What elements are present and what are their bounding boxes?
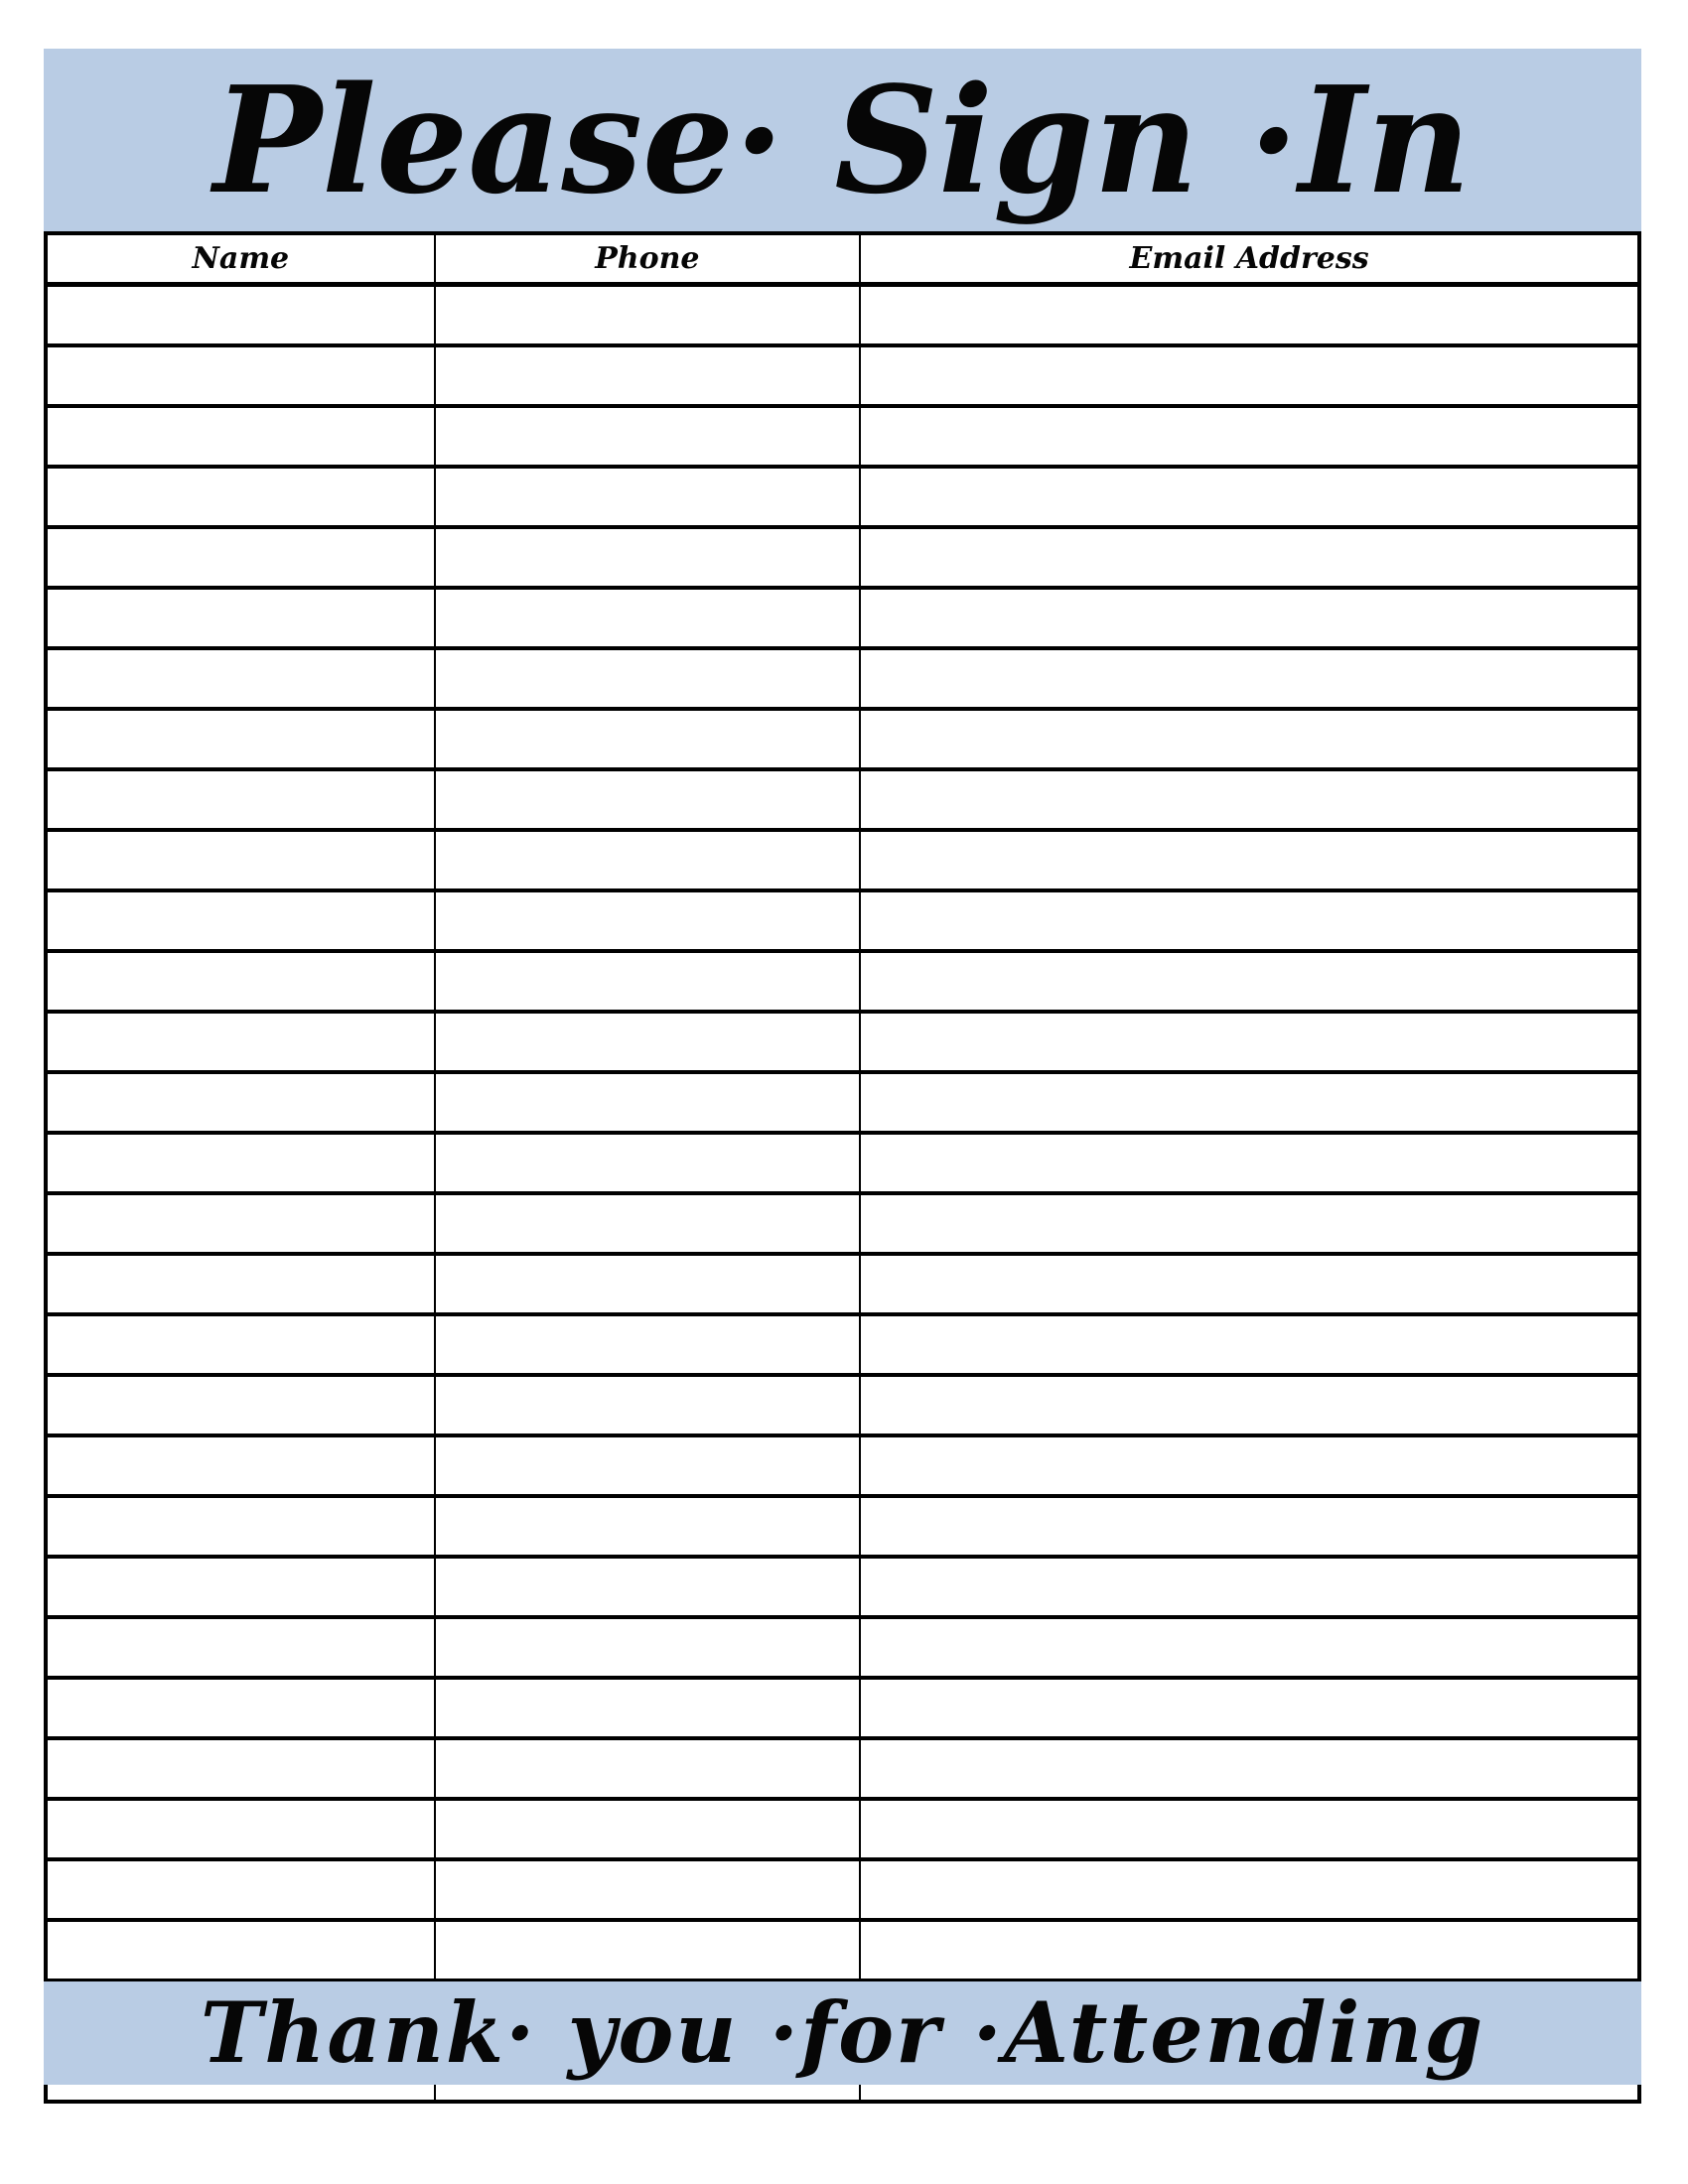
signin-cell-name[interactable] — [46, 1557, 435, 1617]
signin-cell-phone[interactable] — [435, 890, 861, 951]
signin-cell-phone[interactable] — [435, 1435, 861, 1496]
signin-cell-name[interactable] — [46, 1920, 435, 1980]
signin-cell-name[interactable] — [46, 588, 435, 648]
column-header-email: Email Address — [860, 233, 1639, 285]
signin-row — [46, 648, 1639, 709]
sign-in-table — [44, 231, 1641, 2104]
signin-cell-email[interactable] — [860, 1072, 1639, 1133]
column-header-name: Name — [46, 233, 435, 285]
signin-row — [46, 890, 1639, 951]
signin-cell-email[interactable] — [860, 890, 1639, 951]
signin-cell-name[interactable] — [46, 648, 435, 709]
signin-cell-email[interactable] — [860, 406, 1639, 467]
signin-cell-email[interactable] — [860, 1133, 1639, 1193]
signin-row — [46, 1617, 1639, 1678]
signin-row — [46, 1375, 1639, 1435]
signin-cell-phone[interactable] — [435, 1072, 861, 1133]
signin-cell-email[interactable] — [860, 1435, 1639, 1496]
signin-cell-phone[interactable] — [435, 1799, 861, 1859]
table-body — [46, 285, 1639, 2103]
signin-row — [46, 1133, 1639, 1193]
footer-banner — [44, 1981, 1641, 2085]
signin-cell-email[interactable] — [860, 1314, 1639, 1375]
signin-row — [46, 1072, 1639, 1133]
signin-row — [46, 345, 1639, 406]
header-banner — [44, 49, 1641, 231]
signin-cell-name[interactable] — [46, 1072, 435, 1133]
signin-cell-name[interactable] — [46, 951, 435, 1012]
signin-cell-phone[interactable] — [435, 830, 861, 890]
signin-cell-email[interactable] — [860, 467, 1639, 527]
signin-cell-phone[interactable] — [435, 1193, 861, 1254]
signin-cell-name[interactable] — [46, 1012, 435, 1072]
signin-row — [46, 709, 1639, 769]
signin-cell-email[interactable] — [860, 709, 1639, 769]
signin-cell-phone[interactable] — [435, 1314, 861, 1375]
signin-row — [46, 285, 1639, 346]
signin-cell-name[interactable] — [46, 1435, 435, 1496]
signin-cell-email[interactable] — [860, 285, 1639, 346]
signin-cell-phone[interactable] — [435, 1678, 861, 1738]
signin-cell-email[interactable] — [860, 1617, 1639, 1678]
signin-cell-name[interactable] — [46, 769, 435, 830]
signin-row — [46, 1557, 1639, 1617]
signin-cell-email[interactable] — [860, 951, 1639, 1012]
page-title: Please· Sign ·In — [213, 54, 1472, 226]
signin-cell-phone[interactable] — [435, 1557, 861, 1617]
signin-row — [46, 1799, 1639, 1859]
signin-cell-phone[interactable] — [435, 1012, 861, 1072]
table-header — [46, 233, 1639, 285]
signin-cell-name[interactable] — [46, 1738, 435, 1799]
signin-cell-email[interactable] — [860, 1375, 1639, 1435]
signin-row — [46, 1314, 1639, 1375]
column-header-phone: Phone — [435, 233, 861, 285]
signin-cell-name[interactable] — [46, 1133, 435, 1193]
signin-cell-email[interactable] — [860, 830, 1639, 890]
signin-cell-phone[interactable] — [435, 588, 861, 648]
signin-cell-name[interactable] — [46, 285, 435, 346]
signin-cell-phone[interactable] — [435, 467, 861, 527]
signin-cell-email[interactable] — [860, 1012, 1639, 1072]
signin-cell-email[interactable] — [860, 345, 1639, 406]
signin-row — [46, 1496, 1639, 1557]
signin-cell-name[interactable] — [46, 830, 435, 890]
signin-cell-phone[interactable] — [435, 951, 861, 1012]
signin-cell-email[interactable] — [860, 1738, 1639, 1799]
signin-cell-phone[interactable] — [435, 1617, 861, 1678]
signin-cell-name[interactable] — [46, 527, 435, 588]
signin-row — [46, 1920, 1639, 1980]
signin-cell-phone[interactable] — [435, 1496, 861, 1557]
signin-row — [46, 769, 1639, 830]
signin-cell-email[interactable] — [860, 1678, 1639, 1738]
signin-cell-name[interactable] — [46, 709, 435, 769]
signin-row — [46, 467, 1639, 527]
signin-cell-name[interactable] — [46, 345, 435, 406]
signin-cell-name[interactable] — [46, 890, 435, 951]
signin-cell-phone[interactable] — [435, 648, 861, 709]
signin-cell-phone[interactable] — [435, 406, 861, 467]
signin-cell-name[interactable] — [46, 1314, 435, 1375]
signin-cell-phone[interactable] — [435, 1859, 861, 1920]
signin-cell-phone[interactable] — [435, 345, 861, 406]
signin-row — [46, 527, 1639, 588]
signin-cell-phone[interactable] — [435, 1920, 861, 1980]
signin-cell-phone[interactable] — [435, 285, 861, 346]
signin-row — [46, 1859, 1639, 1920]
signin-cell-name[interactable] — [46, 1617, 435, 1678]
signin-row — [46, 1254, 1639, 1314]
signin-cell-phone[interactable] — [435, 1738, 861, 1799]
signin-cell-name[interactable] — [46, 467, 435, 527]
signin-cell-name[interactable] — [46, 1254, 435, 1314]
signin-row — [46, 588, 1639, 648]
signin-cell-name[interactable] — [46, 1859, 435, 1920]
signin-cell-name[interactable] — [46, 406, 435, 467]
signin-cell-name[interactable] — [46, 1193, 435, 1254]
signin-cell-name[interactable] — [46, 1375, 435, 1435]
signin-row — [46, 1738, 1639, 1799]
signin-cell-email[interactable] — [860, 1859, 1639, 1920]
signin-cell-phone[interactable] — [435, 527, 861, 588]
signin-cell-email[interactable] — [860, 648, 1639, 709]
signin-row — [46, 1193, 1639, 1254]
signin-cell-email[interactable] — [860, 1920, 1639, 1980]
signin-row — [46, 1678, 1639, 1738]
signin-cell-phone[interactable] — [435, 1254, 861, 1314]
signin-row — [46, 1012, 1639, 1072]
table-header-row — [46, 233, 1639, 285]
signin-cell-email[interactable] — [860, 1254, 1639, 1314]
signin-cell-email[interactable] — [860, 527, 1639, 588]
signin-cell-email[interactable] — [860, 769, 1639, 830]
signin-cell-email[interactable] — [860, 1496, 1639, 1557]
signin-cell-phone[interactable] — [435, 1133, 861, 1193]
signin-cell-phone[interactable] — [435, 769, 861, 830]
signin-row — [46, 830, 1639, 890]
signin-cell-email[interactable] — [860, 1799, 1639, 1859]
signin-cell-email[interactable] — [860, 1193, 1639, 1254]
signin-row — [46, 406, 1639, 467]
signin-cell-email[interactable] — [860, 1557, 1639, 1617]
footer-text: Thank· you ·for ·Attending — [200, 1983, 1485, 2082]
signin-cell-email[interactable] — [860, 588, 1639, 648]
signin-cell-phone[interactable] — [435, 1375, 861, 1435]
signin-cell-name[interactable] — [46, 1799, 435, 1859]
signin-cell-phone[interactable] — [435, 709, 861, 769]
signin-cell-name[interactable] — [46, 1496, 435, 1557]
signin-row — [46, 951, 1639, 1012]
signin-row — [46, 1435, 1639, 1496]
signin-cell-name[interactable] — [46, 1678, 435, 1738]
